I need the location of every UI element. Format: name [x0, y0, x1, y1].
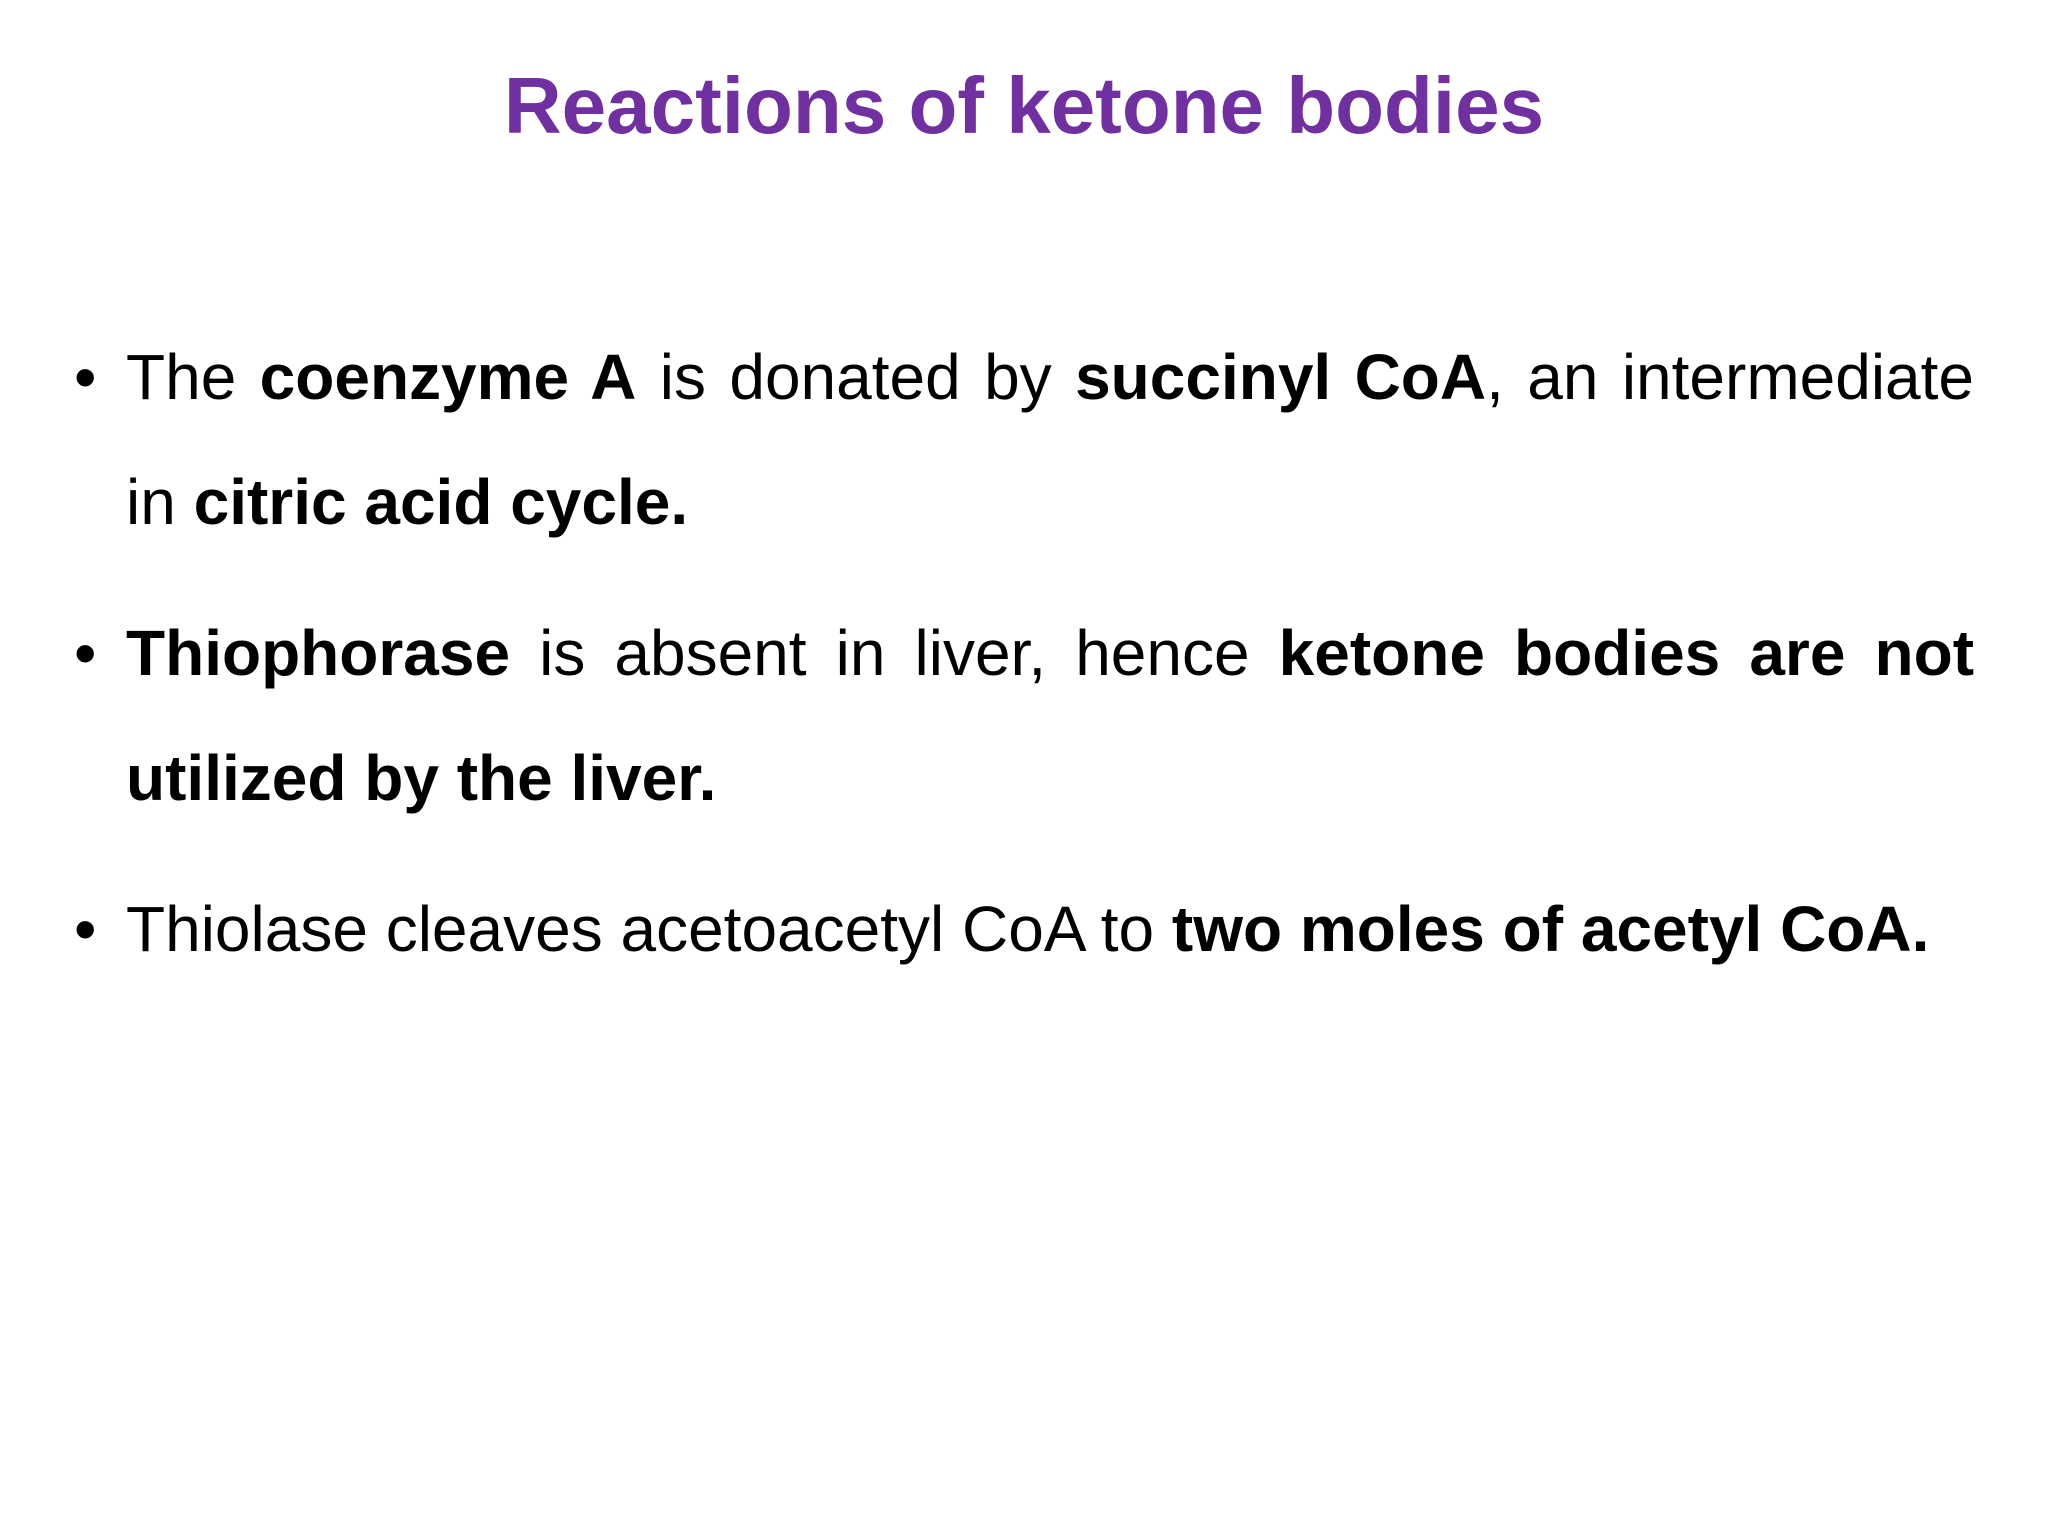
- bullet-item-thiophorase: [74, 591, 1974, 841]
- bullet-list: [74, 315, 1974, 1018]
- bullet-dot-icon: •: [74, 893, 97, 965]
- bullet-text-segment: is donated by: [636, 341, 1076, 413]
- bullet-text-segment: The: [126, 341, 260, 413]
- bullet-dot-icon: •: [74, 341, 97, 413]
- bullet-text-segment-bold: citric acid cycle.: [193, 466, 689, 538]
- bullet-item-thiolase: [74, 867, 1974, 992]
- bullet-text-segment: Thiolase cleaves acetoacetyl CoA to: [126, 893, 1172, 965]
- bullet-dot-icon: •: [74, 617, 97, 689]
- bullet-text-segment-bold: ketone bodies are not utilized by the liver.: [126, 617, 1975, 814]
- bullet-text-segment-bold: Thiophorase: [126, 617, 511, 689]
- bullet-text-segment-bold: succinyl CoA: [1075, 341, 1487, 413]
- bullet-text-segment-bold: two moles of acetyl CoA.: [1171, 893, 1930, 965]
- slide-title: Reactions of ketone bodies: [503, 61, 1545, 150]
- bullet-text-segment: , an intermediate in: [126, 341, 1975, 538]
- bullet-text-segment: is absent in liver, hence: [510, 617, 1279, 689]
- bullet-item-coenzyme: [74, 315, 1974, 565]
- bullet-text-segment-bold: coenzyme A: [259, 341, 637, 413]
